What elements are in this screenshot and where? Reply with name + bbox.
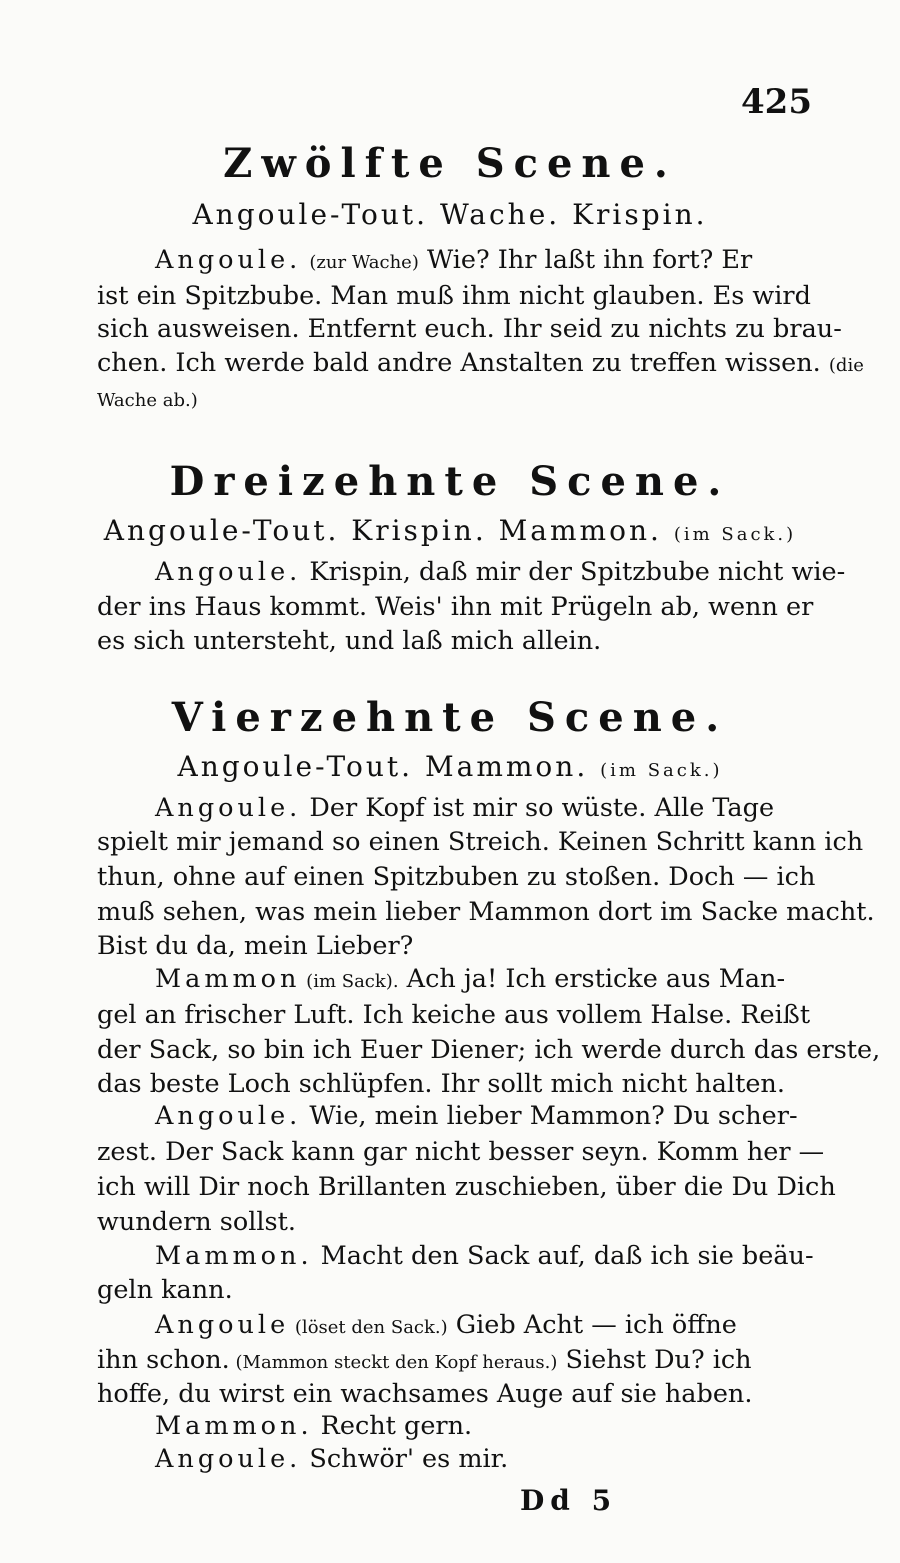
scene-14-p4-line-1 xyxy=(155,1240,817,1272)
speaker: Angoule. xyxy=(155,1101,302,1131)
speaker: Angoule. xyxy=(155,245,302,275)
dialogue: Wie? Ihr laßt ihn fort? Er xyxy=(418,245,753,275)
dialogue: Siehst Du? ich xyxy=(557,1345,752,1375)
speaker: Angoule. xyxy=(155,793,302,823)
signature-mark: Dd 5 xyxy=(520,1484,618,1517)
scene-13-line-2: der ins Haus kommt. Weis' ihn mit Prügeln ab, wenn er xyxy=(97,592,814,622)
scene-13-line-3: es sich untersteht, und laß mich allein. xyxy=(97,626,602,656)
dialogue: Gieb Acht — ich öffne xyxy=(447,1310,737,1340)
speaker: Angoule. xyxy=(155,557,302,587)
speaker: Angoule. xyxy=(155,1444,302,1474)
scene-13-cast xyxy=(0,514,900,547)
scene-14-cast xyxy=(0,750,900,783)
scene-12-line-1 xyxy=(155,244,817,279)
scene-14-p4-line-2: geln kann. xyxy=(97,1275,233,1305)
scene-14-p2-line-2: gel an frischer Luft. Ich keiche aus vollem Halse. Reißt xyxy=(97,1000,811,1030)
scene-12-cast: Angoule-Tout. Wache. Krispin. xyxy=(192,198,708,231)
speaker: Mammon. xyxy=(155,1411,313,1441)
scene-14-p6-line-1 xyxy=(155,1410,817,1442)
scene-14-p3-line-2: zest. Der Sack kann gar nicht besser seyn. Komm her — xyxy=(97,1137,825,1167)
scene-14-p2-line-4: das beste Loch schlüpfen. Ihr sollt mich nicht halten. xyxy=(97,1069,785,1099)
speaker: Mammon xyxy=(155,964,301,994)
cast-list: Angoule-Tout. Krispin. Mammon. xyxy=(103,514,662,547)
dialogue: Recht gern. xyxy=(312,1411,473,1441)
scene-12-line-4 xyxy=(97,347,864,382)
scene-14-p1-line-2: spielt mir jemand so einen Streich. Keinen Schritt kann ich xyxy=(97,827,864,857)
scene-14-p1-line-5: Bist du da, mein Lieber? xyxy=(97,931,414,961)
dialogue: Schwör' es mir. xyxy=(301,1444,509,1474)
scene-14-p3-line-1 xyxy=(155,1100,817,1132)
stage-direction: (Mammon steckt den Kopf heraus.) xyxy=(229,1352,558,1373)
speaker: Angoule xyxy=(155,1310,290,1340)
stage-direction: (im Sack.) xyxy=(673,524,797,545)
scene-14-title: Vierzehnte Scene. xyxy=(171,694,729,741)
speaker: Mammon. xyxy=(155,1241,313,1271)
cast-list: Angoule-Tout. Mammon. xyxy=(177,750,589,783)
stage-direction: (im Sack.) xyxy=(600,760,723,781)
scene-14-p1-line-1 xyxy=(155,792,817,824)
scene-14-p5-line-2 xyxy=(97,1344,817,1379)
scene-14-p3-line-3: ich will Dir noch Brillanten zuschieben, über die Du Dich xyxy=(97,1172,836,1202)
dialogue: ihn schon. xyxy=(97,1345,230,1375)
scene-14-p5-line-1 xyxy=(155,1309,817,1344)
scene-12-title: Zwölfte Scene. xyxy=(223,140,677,187)
scene-12-line-3: sich ausweisen. Entfernt euch. Ihr seid zu nichts zu brau- xyxy=(97,314,842,344)
dialogue: Ach ja! Ich ersticke aus Man- xyxy=(398,964,786,994)
scene-12-line-5 xyxy=(97,382,817,417)
scene-12-line-2: ist ein Spitzbube. Man muß ihm nicht glauben. Es wird xyxy=(97,281,811,311)
stage-direction: (löset den Sack.) xyxy=(289,1317,448,1338)
scene-13-title: Dreizehnte Scene. xyxy=(169,458,731,505)
dialogue: Der Kopf ist mir so wüste. Alle Tage xyxy=(301,793,775,823)
dialogue: Krispin, daß mir der Spitzbube nicht wie- xyxy=(301,557,846,587)
scene-14-p5-line-3: hoffe, du wirst ein wachsames Auge auf sie haben. xyxy=(97,1379,753,1409)
scene-14-p2-line-1 xyxy=(155,963,817,998)
dialogue: Wie, mein lieber Mammon? Du scher- xyxy=(301,1101,798,1131)
page-number: 425 xyxy=(741,82,812,122)
stage-direction: Wache ab.) xyxy=(97,390,198,411)
stage-direction: (die xyxy=(828,355,864,376)
scene-14-p1-line-4: muß sehen, was mein lieber Mammon dort im Sacke macht. xyxy=(97,897,875,927)
scene-14-p1-line-3: thun, ohne auf einen Spitzbuben zu stoßen. Doch — ich xyxy=(97,862,816,892)
scene-14-p2-line-3: der Sack, so bin ich Euer Diener; ich werde durch das erste, xyxy=(97,1035,881,1065)
scene-14-p7-line-1 xyxy=(155,1443,817,1475)
stage-direction: (im Sack). xyxy=(300,971,399,992)
stage-direction: (zur Wache) xyxy=(309,252,419,273)
dialogue: chen. Ich werde bald andre Anstalten zu treffen wissen. xyxy=(97,348,821,378)
dialogue: Macht den Sack auf, daß ich sie beäu- xyxy=(312,1241,814,1271)
scene-14-p3-line-4: wundern sollst. xyxy=(97,1207,296,1237)
scene-13-line-1 xyxy=(155,556,846,588)
